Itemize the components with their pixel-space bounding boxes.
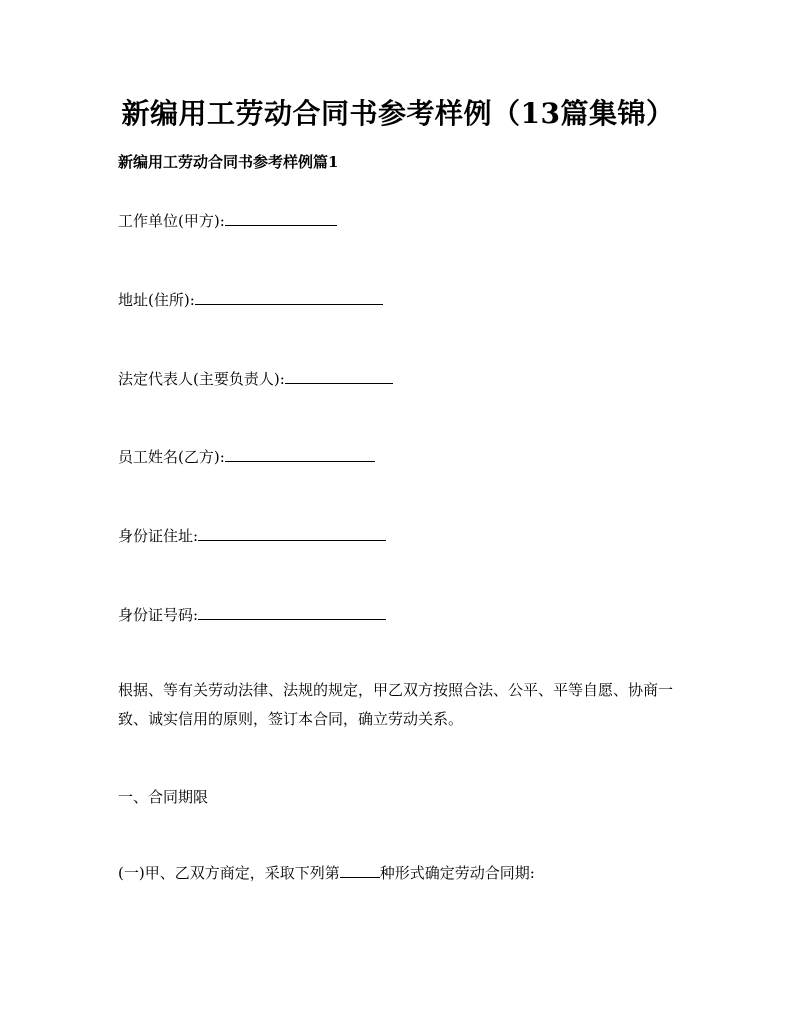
- blank-line: [225, 447, 375, 462]
- blank-line: [198, 526, 386, 541]
- field-label: 法定代表人(主要负责人):: [118, 370, 285, 388]
- blank-line: [340, 863, 380, 878]
- field-label: 身份证住址:: [118, 527, 199, 545]
- section-title: 新编用工劳动合同书参考样例篇1: [118, 153, 339, 171]
- intro-paragraph: 根据、等有关劳动法律、法规的规定，甲乙双方按照合法、公平、平等自愿、协商一致、诚实信用的原则，签订本合同，确立劳动关系。: [118, 681, 674, 728]
- field-legal-representative: [118, 368, 393, 389]
- field-id-address: [118, 525, 386, 546]
- clause-text-after: 种形式确定劳动合同期:: [379, 864, 535, 882]
- field-label: 地址(住所):: [118, 291, 195, 309]
- blank-line: [285, 369, 393, 384]
- clause-text-before: (一)甲、乙双方商定，采取下列第: [118, 864, 340, 882]
- field-employer: [118, 210, 337, 231]
- blank-line: [195, 290, 383, 305]
- clause-line: [118, 862, 535, 883]
- field-label: 工作单位(甲方):: [118, 212, 225, 230]
- field-address: [118, 289, 383, 310]
- field-id-number: [118, 604, 386, 625]
- document-title: 新编用工劳动合同书参考样例（13篇集锦）: [121, 97, 675, 130]
- field-label: 身份证号码:: [118, 606, 199, 624]
- blank-line: [225, 211, 337, 226]
- field-employee-name: [118, 446, 375, 467]
- blank-line: [198, 605, 386, 620]
- field-label: 员工姓名(乙方):: [118, 448, 225, 466]
- clause-heading: 一、合同期限: [118, 788, 209, 806]
